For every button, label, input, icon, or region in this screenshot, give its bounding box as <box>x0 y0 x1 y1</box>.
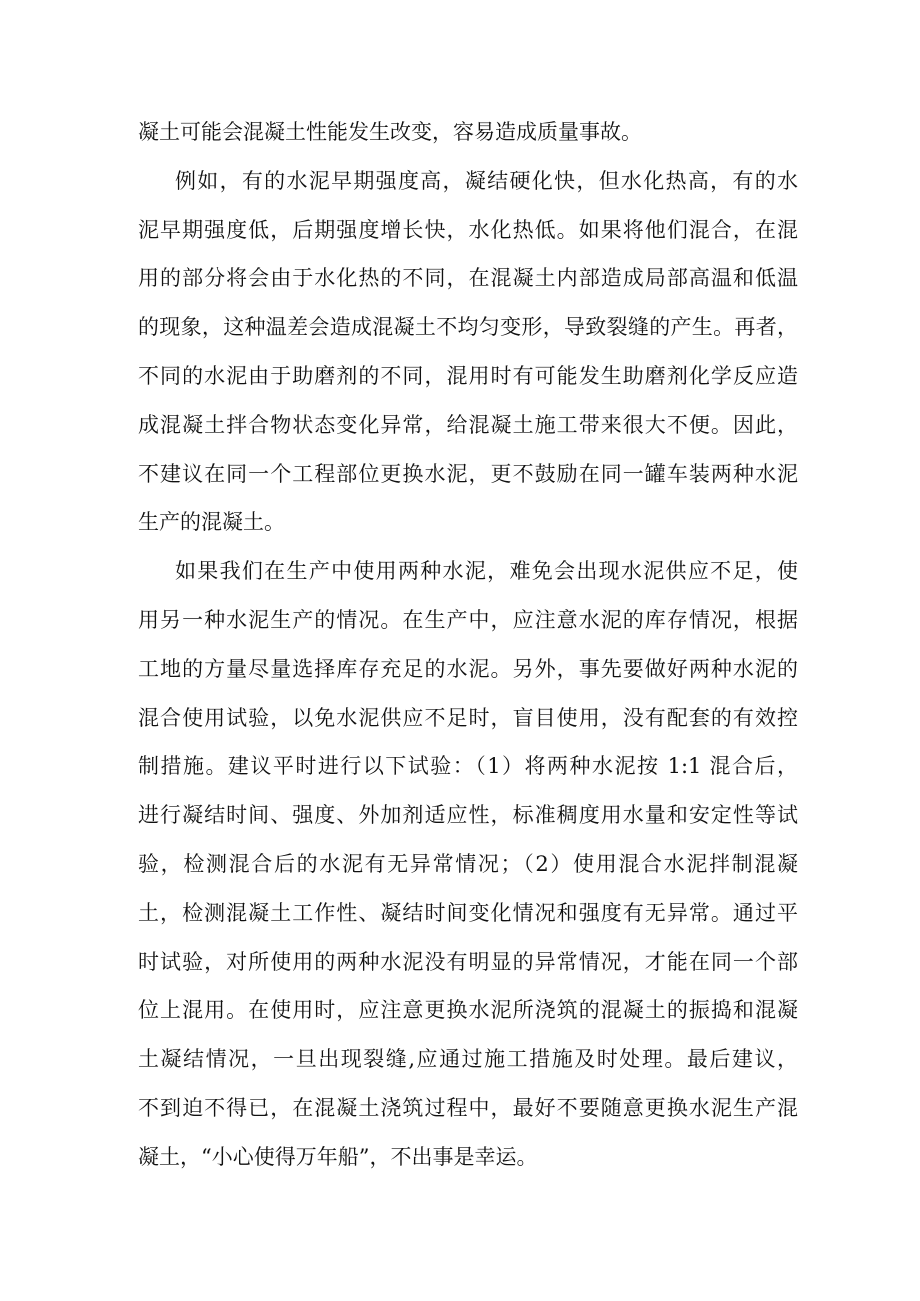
text-line: 用的部分将会由于水化热的不同，在混凝土内部造成局部高温和低温 <box>138 266 798 291</box>
paragraph-last-line: 生产的混凝土。 <box>138 510 285 535</box>
text-line: 时试验，对所使用的两种水泥没有明显的异常情况，才能在同一个部 <box>138 949 798 974</box>
paragraph-first-line: 如果我们在生产中使用两种水泥，难免会出现水泥供应不足，使 <box>175 559 798 584</box>
text-line: 位上混用。在使用时，应注意更换水泥所浇筑的混凝土的振捣和混凝 <box>138 998 798 1023</box>
text-line: 不到迫不得已，在混凝土浇筑过程中，最好不要随意更换水泥生产混 <box>138 1095 798 1120</box>
paragraph-first-line: 例如，有的水泥早期强度高，凝结硬化快，但水化热高，有的水 <box>175 168 798 193</box>
text-line: 土，检测混凝土工作性、凝结时间变化情况和强度有无异常。通过平 <box>138 900 798 925</box>
text-line: 凝土可能会混凝土性能发生改变，容易造成质量事故。 <box>138 120 642 144</box>
text-line: 土凝结情况，一旦出现裂缝,应通过施工措施及时处理。最后建议， <box>138 1047 798 1072</box>
text-line: 制措施。建议平时进行以下试验：（1）将两种水泥按 1:1 混合后， <box>138 754 798 779</box>
text-line: 进行凝结时间、强度、外加剂适应性，标准稠度用水量和安定性等试 <box>138 803 798 828</box>
text-line: 的现象，这种温差会造成混凝土不均匀变形，导致裂缝的产生。再者， <box>138 315 798 340</box>
text-line: 不建议在同一个工程部位更换水泥，更不鼓励在同一罐车装两种水泥 <box>138 461 798 486</box>
text-line: 用另一种水泥生产的情况。在生产中，应注意水泥的库存情况，根据 <box>138 607 798 632</box>
text-line: 工地的方量尽量选择库存充足的水泥。另外，事先要做好两种水泥的 <box>138 656 798 681</box>
text-line: 成混凝土拌合物状态变化异常，给混凝土施工带来很大不便。因此， <box>138 412 798 437</box>
text-line: 混合使用试验，以免水泥供应不足时，盲目使用，没有配套的有效控 <box>138 705 798 730</box>
text-line: 不同的水泥由于助磨剂的不同，混用时有可能发生助磨剂化学反应造 <box>138 363 798 388</box>
paragraph-last-line: 凝土，“小心使得万年船”，不出事是幸运。 <box>138 1144 538 1169</box>
body-text <box>138 108 798 1182</box>
text-line: 泥早期强度低，后期强度增长快，水化热低。如果将他们混合，在混 <box>138 217 798 242</box>
text-line: 验，检测混合后的水泥有无异常情况；（2）使用混合水泥拌制混凝 <box>138 851 798 876</box>
